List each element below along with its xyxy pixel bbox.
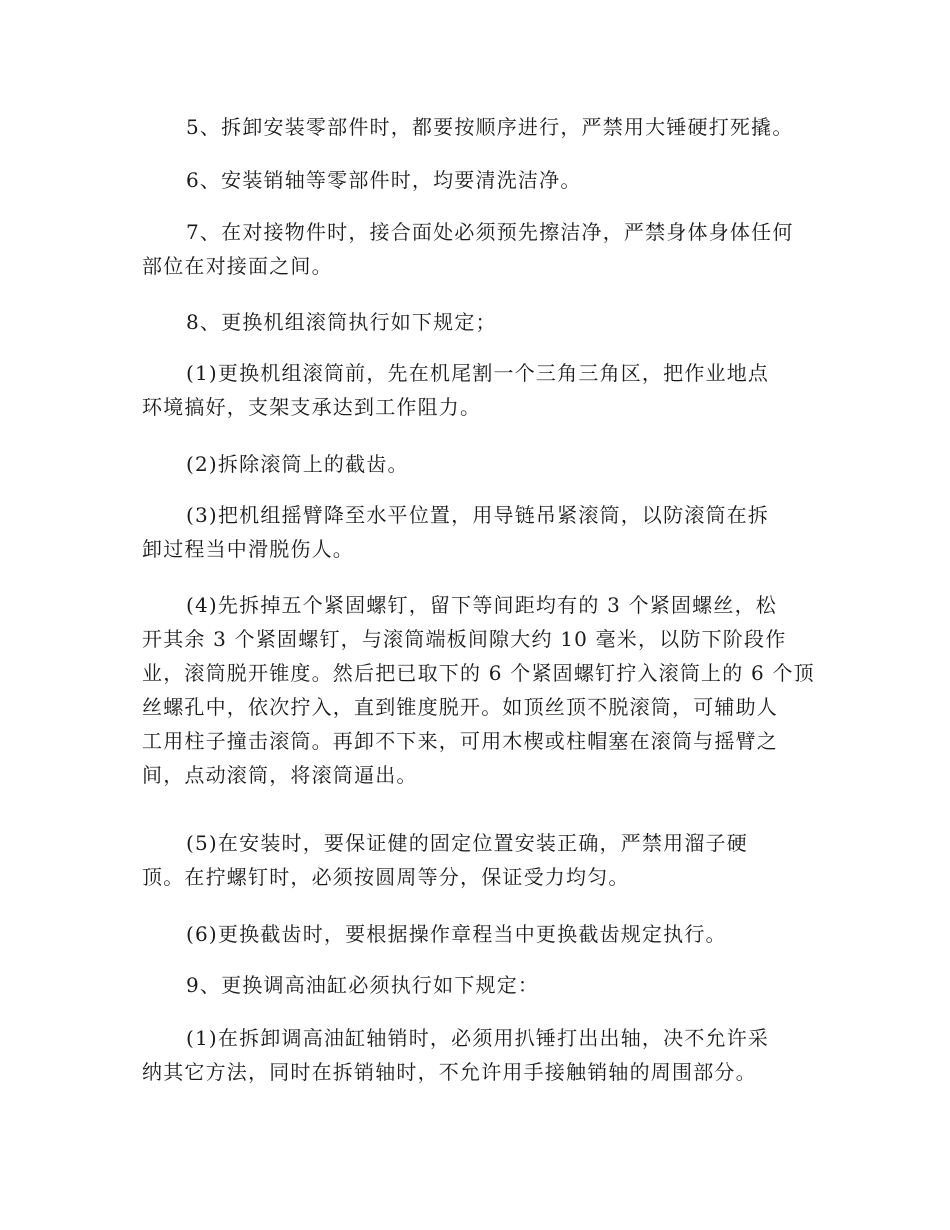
paragraph-6 xyxy=(142,163,810,197)
paragraph-8-3 xyxy=(142,498,810,566)
text-line: (3)把机组摇臂降至水平位置，用导链吊紧滚筒，以防滚筒在拆 xyxy=(186,503,770,527)
text-line: 部位在对接面之间。 xyxy=(142,254,333,278)
paragraph-7 xyxy=(142,215,810,283)
text-line: 5、拆卸安装零部件时，都要按顺序进行，严禁用大锤硬打死撬。 xyxy=(186,115,794,139)
text-line: 8、更换机组滚筒执行如下规定； xyxy=(186,310,497,334)
text-line: 丝螺孔中，依次拧入，直到锥度脱开。如顶丝顶不脱滚筒，可辅助人 xyxy=(142,695,778,719)
paragraph-9 xyxy=(142,968,810,1002)
text-line: 6、安装销轴等零部件时，均要清洗洁净。 xyxy=(186,168,582,192)
text-line: 9、更换调高油缸必须执行如下规定： xyxy=(186,973,540,997)
text-line: 业，滚筒脱开锥度。然后把已取下的 6 个紧固螺钉拧入滚筒上的 6 个顶 xyxy=(142,661,815,685)
text-line: (4)先拆掉五个紧固螺钉，留下等间距均有的 3 个紧固螺丝，松 xyxy=(186,593,777,617)
text-line: 纳其它方法，同时在拆销轴时，不允许用手接触销轴的周围部分。 xyxy=(142,1060,757,1084)
paragraph-5 xyxy=(142,110,810,144)
text-line: 开其余 3 个紧固螺钉，与滚筒端板间隙大约 10 毫米，以防下阶段作 xyxy=(142,627,787,651)
text-line: (1)更换机组滚筒前，先在机尾割一个三角三角区，把作业地点 xyxy=(186,361,770,385)
text-line: 间，点动滚筒，将滚筒逼出。 xyxy=(142,763,418,787)
text-line: 顶。在拧螺钉时，必须按圆周等分，保证受力均匀。 xyxy=(142,865,630,889)
paragraph-8-5 xyxy=(142,826,810,894)
text-line: 工用柱子撞击滚筒。再卸不下来，可用木楔或柱帽塞在滚筒与摇臂之 xyxy=(142,729,778,753)
text-line: 7、在对接物件时，接合面处必须预先擦洁净，严禁身体身体任何 xyxy=(186,220,794,244)
text-line: (5)在安装时，要保证健的固定位置安装正确，严禁用溜子硬 xyxy=(186,831,748,855)
paragraph-8 xyxy=(142,305,810,339)
text-line: 环境搞好，支架支承达到工作阻力。 xyxy=(142,395,482,419)
paragraph-8-4 xyxy=(142,588,815,792)
text-line: (6)更换截齿时，要根据操作章程当中更换截齿规定执行。 xyxy=(186,922,727,946)
text-line: 卸过程当中滑脱伤人。 xyxy=(142,537,354,561)
paragraph-8-6 xyxy=(142,917,810,951)
text-line: (1)在拆卸调高油缸轴销时，必须用扒锤打出出轴，决不允许采 xyxy=(186,1026,770,1050)
paragraph-9-1 xyxy=(142,1021,810,1089)
text-line: (2)拆除滚筒上的截齿。 xyxy=(186,452,409,476)
paragraph-8-1 xyxy=(142,356,810,424)
paragraph-8-2 xyxy=(142,447,810,481)
